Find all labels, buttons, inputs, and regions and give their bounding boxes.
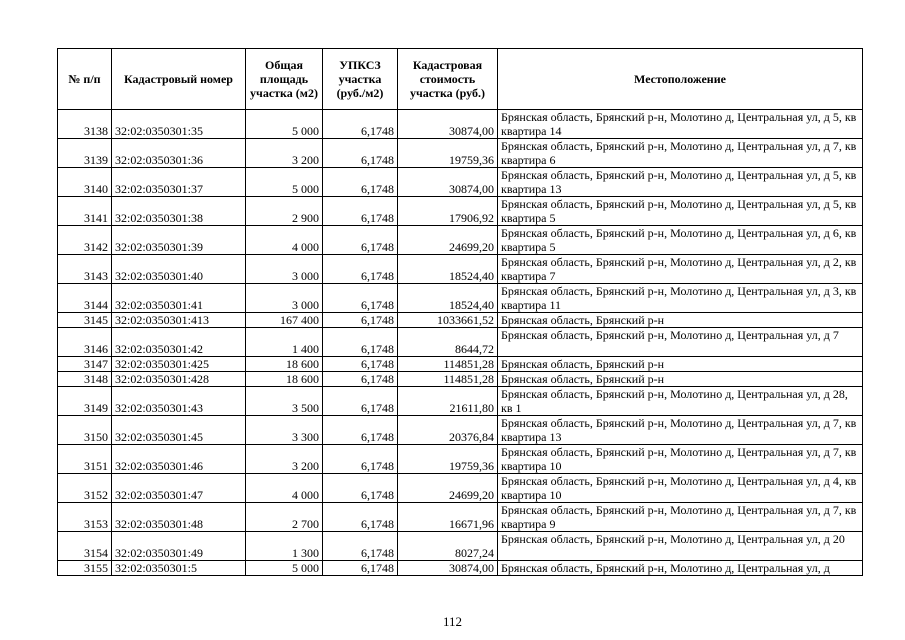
table-row bbox=[58, 313, 863, 328]
row-number-cell: 3146 bbox=[58, 328, 112, 357]
row-number-cell: 3154 bbox=[58, 532, 112, 561]
upksz-value-cell: 6,1748 bbox=[323, 255, 398, 284]
area-value-cell: 3 300 bbox=[246, 416, 323, 445]
cost-value-cell: 1033661,52 bbox=[398, 313, 498, 328]
cadastral-number-cell: 32:02:0350301:37 bbox=[112, 168, 246, 197]
upksz-value-cell: 6,1748 bbox=[323, 110, 398, 139]
row-number-cell: 3147 bbox=[58, 357, 112, 372]
row-number-cell: 3142 bbox=[58, 226, 112, 255]
row-number-cell: 3145 bbox=[58, 313, 112, 328]
upksz-value-cell: 6,1748 bbox=[323, 532, 398, 561]
cost-value-cell: 30874,00 bbox=[398, 110, 498, 139]
location-cell: Брянская область, Брянский р-н, Молотино д, Центральная ул, д bbox=[498, 561, 863, 576]
cadastral-number-cell: 32:02:0350301:38 bbox=[112, 197, 246, 226]
header-cadastral-number: Кадастровый номер bbox=[112, 49, 246, 110]
table-row bbox=[58, 445, 863, 474]
location-cell: Брянская область, Брянский р-н, Молотино д, Центральная ул, д 7 bbox=[498, 328, 863, 357]
area-value-cell: 18 600 bbox=[246, 372, 323, 387]
area-value-cell: 3 000 bbox=[246, 255, 323, 284]
upksz-value-cell: 6,1748 bbox=[323, 313, 398, 328]
cost-value-cell: 20376,84 bbox=[398, 416, 498, 445]
cost-value-cell: 18524,40 bbox=[398, 284, 498, 313]
row-number-cell: 3153 bbox=[58, 503, 112, 532]
location-cell: Брянская область, Брянский р-н, Молотино д, Центральная ул, д 7, кв квартира 6 bbox=[498, 139, 863, 168]
cadastral-number-cell: 32:02:0350301:413 bbox=[112, 313, 246, 328]
upksz-value-cell: 6,1748 bbox=[323, 139, 398, 168]
cadastral-number-cell: 32:02:0350301:46 bbox=[112, 445, 246, 474]
location-cell: Брянская область, Брянский р-н, Молотино д, Центральная ул, д 4, кв квартира 10 bbox=[498, 474, 863, 503]
area-value-cell: 3 200 bbox=[246, 445, 323, 474]
location-cell: Брянская область, Брянский р-н bbox=[498, 313, 863, 328]
location-cell: Брянская область, Брянский р-н, Молотино д, Центральная ул, д 20 bbox=[498, 532, 863, 561]
location-cell: Брянская область, Брянский р-н, Молотино д, Центральная ул, д 5, кв квартира 14 bbox=[498, 110, 863, 139]
upksz-value-cell: 6,1748 bbox=[323, 561, 398, 576]
cadastral-number-cell: 32:02:0350301:47 bbox=[112, 474, 246, 503]
upksz-value-cell: 6,1748 bbox=[323, 357, 398, 372]
cost-value-cell: 16671,96 bbox=[398, 503, 498, 532]
area-value-cell: 3 000 bbox=[246, 284, 323, 313]
area-value-cell: 3 500 bbox=[246, 387, 323, 416]
upksz-value-cell: 6,1748 bbox=[323, 284, 398, 313]
cost-value-cell: 30874,00 bbox=[398, 561, 498, 576]
area-value-cell: 4 000 bbox=[246, 226, 323, 255]
cost-value-cell: 19759,36 bbox=[398, 139, 498, 168]
table-header-row bbox=[58, 49, 863, 110]
row-number-cell: 3148 bbox=[58, 372, 112, 387]
table-body bbox=[58, 110, 863, 576]
table-row bbox=[58, 139, 863, 168]
table-row bbox=[58, 503, 863, 532]
location-cell: Брянская область, Брянский р-н, Молотино д, Центральная ул, д 28, кв 1 bbox=[498, 387, 863, 416]
header-upksz: УПКСЗ участка (руб./м2) bbox=[323, 49, 398, 110]
table-row bbox=[58, 255, 863, 284]
location-cell: Брянская область, Брянский р-н, Молотино д, Центральная ул, д 7, кв квартира 10 bbox=[498, 445, 863, 474]
location-cell: Брянская область, Брянский р-н, Молотино д, Центральная ул, д 3, кв квартира 11 bbox=[498, 284, 863, 313]
location-cell: Брянская область, Брянский р-н, Молотино д, Центральная ул, д 6, кв квартира 5 bbox=[498, 226, 863, 255]
location-cell: Брянская область, Брянский р-н, Молотино д, Центральная ул, д 2, кв квартира 7 bbox=[498, 255, 863, 284]
header-num: № п/п bbox=[58, 49, 112, 110]
header-area: Общая площадь участка (м2) bbox=[246, 49, 323, 110]
row-number-cell: 3139 bbox=[58, 139, 112, 168]
location-cell: Брянская область, Брянский р-н, Молотино д, Центральная ул, д 7, кв квартира 13 bbox=[498, 416, 863, 445]
upksz-value-cell: 6,1748 bbox=[323, 168, 398, 197]
upksz-value-cell: 6,1748 bbox=[323, 328, 398, 357]
location-cell: Брянская область, Брянский р-н, Молотино д, Центральная ул, д 5, кв квартира 5 bbox=[498, 197, 863, 226]
area-value-cell: 167 400 bbox=[246, 313, 323, 328]
cadastral-number-cell: 32:02:0350301:43 bbox=[112, 387, 246, 416]
cadastral-table bbox=[57, 48, 863, 576]
table-row bbox=[58, 197, 863, 226]
area-value-cell: 1 400 bbox=[246, 328, 323, 357]
cadastral-number-cell: 32:02:0350301:42 bbox=[112, 328, 246, 357]
table-row bbox=[58, 561, 863, 576]
table-row bbox=[58, 474, 863, 503]
header-location: Местоположение bbox=[498, 49, 863, 110]
upksz-value-cell: 6,1748 bbox=[323, 445, 398, 474]
upksz-value-cell: 6,1748 bbox=[323, 474, 398, 503]
table-row bbox=[58, 328, 863, 357]
area-value-cell: 5 000 bbox=[246, 561, 323, 576]
cadastral-number-cell: 32:02:0350301:36 bbox=[112, 139, 246, 168]
cost-value-cell: 18524,40 bbox=[398, 255, 498, 284]
cadastral-number-cell: 32:02:0350301:35 bbox=[112, 110, 246, 139]
upksz-value-cell: 6,1748 bbox=[323, 372, 398, 387]
upksz-value-cell: 6,1748 bbox=[323, 416, 398, 445]
cadastral-number-cell: 32:02:0350301:41 bbox=[112, 284, 246, 313]
table-row bbox=[58, 226, 863, 255]
area-value-cell: 2 900 bbox=[246, 197, 323, 226]
cost-value-cell: 30874,00 bbox=[398, 168, 498, 197]
table-row bbox=[58, 387, 863, 416]
area-value-cell: 5 000 bbox=[246, 168, 323, 197]
cadastral-number-cell: 32:02:0350301:425 bbox=[112, 357, 246, 372]
header-cadastral-cost: Кадастровая стоимость участка (руб.) bbox=[398, 49, 498, 110]
cadastral-number-cell: 32:02:0350301:49 bbox=[112, 532, 246, 561]
cost-value-cell: 21611,80 bbox=[398, 387, 498, 416]
table-row bbox=[58, 532, 863, 561]
cost-value-cell: 24699,20 bbox=[398, 226, 498, 255]
row-number-cell: 3151 bbox=[58, 445, 112, 474]
cost-value-cell: 114851,28 bbox=[398, 357, 498, 372]
upksz-value-cell: 6,1748 bbox=[323, 226, 398, 255]
location-cell: Брянская область, Брянский р-н, Молотино д, Центральная ул, д 7, кв квартира 9 bbox=[498, 503, 863, 532]
row-number-cell: 3144 bbox=[58, 284, 112, 313]
table-row bbox=[58, 372, 863, 387]
cost-value-cell: 17906,92 bbox=[398, 197, 498, 226]
area-value-cell: 2 700 bbox=[246, 503, 323, 532]
table-row bbox=[58, 168, 863, 197]
upksz-value-cell: 6,1748 bbox=[323, 197, 398, 226]
row-number-cell: 3143 bbox=[58, 255, 112, 284]
table-row bbox=[58, 416, 863, 445]
cost-value-cell: 8027,24 bbox=[398, 532, 498, 561]
cadastral-number-cell: 32:02:0350301:428 bbox=[112, 372, 246, 387]
cadastral-number-cell: 32:02:0350301:45 bbox=[112, 416, 246, 445]
location-cell: Брянская область, Брянский р-н bbox=[498, 372, 863, 387]
area-value-cell: 1 300 bbox=[246, 532, 323, 561]
area-value-cell: 18 600 bbox=[246, 357, 323, 372]
table-row bbox=[58, 110, 863, 139]
area-value-cell: 5 000 bbox=[246, 110, 323, 139]
table-row bbox=[58, 284, 863, 313]
cost-value-cell: 19759,36 bbox=[398, 445, 498, 474]
page-number: 112 bbox=[442, 614, 463, 629]
location-cell: Брянская область, Брянский р-н bbox=[498, 357, 863, 372]
row-number-cell: 3149 bbox=[58, 387, 112, 416]
row-number-cell: 3150 bbox=[58, 416, 112, 445]
upksz-value-cell: 6,1748 bbox=[323, 387, 398, 416]
upksz-value-cell: 6,1748 bbox=[323, 503, 398, 532]
area-value-cell: 3 200 bbox=[246, 139, 323, 168]
cadastral-number-cell: 32:02:0350301:40 bbox=[112, 255, 246, 284]
row-number-cell: 3140 bbox=[58, 168, 112, 197]
cadastral-number-cell: 32:02:0350301:5 bbox=[112, 561, 246, 576]
location-cell: Брянская область, Брянский р-н, Молотино д, Центральная ул, д 5, кв квартира 13 bbox=[498, 168, 863, 197]
area-value-cell: 4 000 bbox=[246, 474, 323, 503]
row-number-cell: 3155 bbox=[58, 561, 112, 576]
cost-value-cell: 24699,20 bbox=[398, 474, 498, 503]
cost-value-cell: 114851,28 bbox=[398, 372, 498, 387]
cost-value-cell: 8644,72 bbox=[398, 328, 498, 357]
cadastral-number-cell: 32:02:0350301:48 bbox=[112, 503, 246, 532]
table-row bbox=[58, 357, 863, 372]
cadastral-number-cell: 32:02:0350301:39 bbox=[112, 226, 246, 255]
row-number-cell: 3152 bbox=[58, 474, 112, 503]
row-number-cell: 3141 bbox=[58, 197, 112, 226]
row-number-cell: 3138 bbox=[58, 110, 112, 139]
